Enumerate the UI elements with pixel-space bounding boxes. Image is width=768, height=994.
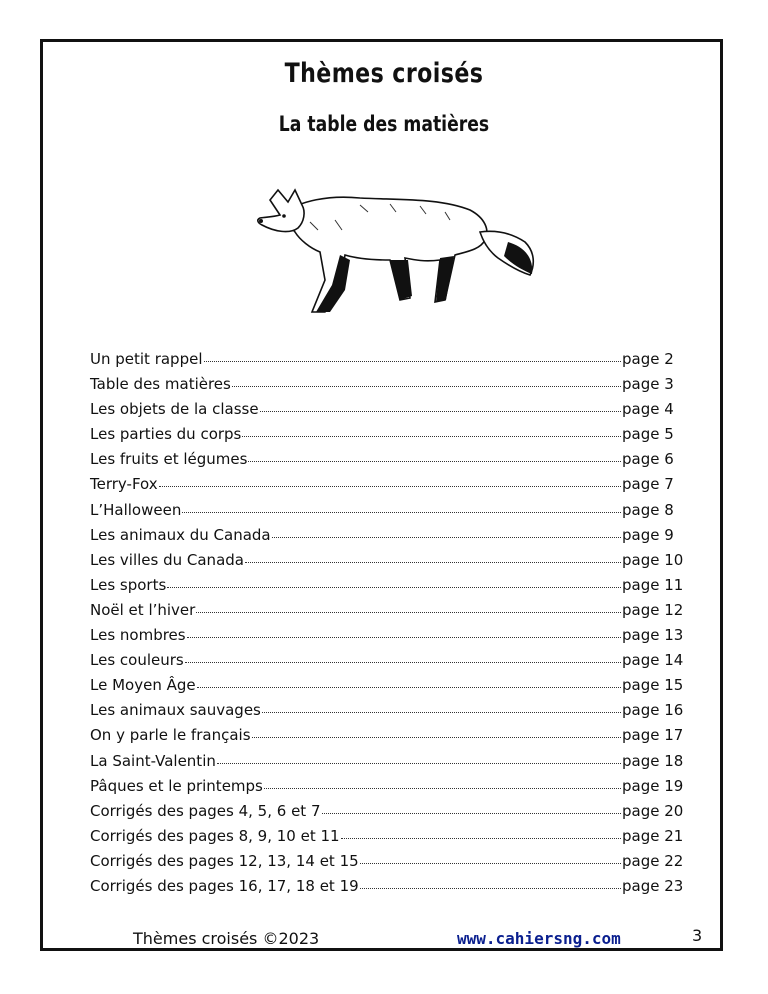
toc-dot-leader <box>182 500 621 515</box>
toc-dot-leader <box>262 700 621 715</box>
toc-row <box>90 575 684 600</box>
toc-row <box>90 374 680 399</box>
toc-page: page 11 <box>622 575 684 594</box>
toc-title: Les couleurs <box>90 651 184 670</box>
toc-row <box>90 650 684 675</box>
toc-dot-leader <box>322 801 622 816</box>
toc-dot-leader <box>341 826 621 841</box>
toc-row <box>90 500 680 525</box>
toc-dot-leader <box>242 424 621 439</box>
footer-url-link[interactable]: www.cahiersng.com <box>457 929 621 948</box>
fox-illustration <box>240 160 540 320</box>
toc-row <box>90 399 680 424</box>
toc-page: page 23 <box>622 876 684 895</box>
toc-title: Corrigés des pages 8, 9, 10 et 11 <box>90 826 340 845</box>
toc-title: Corrigés des pages 12, 13, 14 et 15 <box>90 851 359 870</box>
toc-dot-leader <box>252 725 621 740</box>
toc-page: page 18 <box>622 751 684 770</box>
page-number: 3 <box>692 926 703 945</box>
toc-row <box>90 700 684 725</box>
table-of-contents <box>90 349 684 901</box>
toc-page: page 5 <box>622 425 674 444</box>
toc-title: Terry-Fox <box>90 475 158 494</box>
toc-page: page 6 <box>622 450 674 469</box>
toc-row <box>90 449 680 474</box>
toc-page: page 19 <box>622 776 684 795</box>
page-title: Thèmes croisés <box>284 58 484 89</box>
toc-dot-leader <box>245 550 621 565</box>
toc-page: page 8 <box>622 500 674 519</box>
toc-page: page 20 <box>622 801 684 820</box>
toc-page: page 10 <box>622 550 684 569</box>
toc-dot-leader <box>260 399 621 414</box>
toc-title: Les parties du corps <box>90 425 242 444</box>
toc-row <box>90 876 684 901</box>
toc-row <box>90 801 684 826</box>
toc-page: page 9 <box>622 525 674 544</box>
page-subtitle: La table des matières <box>278 112 490 136</box>
toc-dot-leader <box>197 675 621 690</box>
toc-page: page 17 <box>622 726 684 745</box>
toc-title: Noël et l’hiver <box>90 600 196 619</box>
toc-row <box>90 424 680 449</box>
toc-page: page 16 <box>622 701 684 720</box>
toc-title: La Saint-Valentin <box>90 751 216 770</box>
toc-page: page 12 <box>622 600 684 619</box>
toc-title: Les fruits et légumes <box>90 450 248 469</box>
toc-page: page 21 <box>622 826 684 845</box>
toc-page: page 3 <box>622 375 674 394</box>
toc-title: Corrigés des pages 4, 5, 6 et 7 <box>90 801 321 820</box>
toc-page: page 7 <box>622 475 674 494</box>
toc-title: Corrigés des pages 16, 17, 18 et 19 <box>90 876 359 895</box>
toc-title: Les animaux sauvages <box>90 701 261 720</box>
toc-title: Les objets de la classe <box>90 400 259 419</box>
toc-page: page 2 <box>622 350 674 368</box>
toc-dot-leader <box>159 474 621 489</box>
toc-row <box>90 525 680 550</box>
toc-title: Le Moyen Âge <box>90 676 196 695</box>
toc-page: page 4 <box>622 400 674 419</box>
toc-row <box>90 826 684 851</box>
toc-page: page 14 <box>622 651 684 670</box>
toc-dot-leader <box>360 851 621 866</box>
toc-page: page 15 <box>622 676 684 695</box>
toc-title: Les sports <box>90 575 167 594</box>
toc-dot-leader <box>272 525 621 540</box>
toc-row <box>90 600 684 625</box>
toc-title: Un petit rappel <box>90 350 203 368</box>
toc-title: Table des matières <box>90 375 231 394</box>
toc-row <box>90 675 684 700</box>
toc-page: page 22 <box>622 851 684 870</box>
toc-dot-leader <box>232 374 621 389</box>
toc-dot-leader <box>167 575 621 590</box>
footer-copyright: Thèmes croisés ©2023 <box>133 929 320 948</box>
toc-row <box>90 349 680 374</box>
toc-title: On y parle le français <box>90 726 251 745</box>
toc-dot-leader <box>185 650 621 665</box>
toc-title: L’Halloween <box>90 500 182 519</box>
toc-row <box>90 751 684 776</box>
toc-row <box>90 776 684 801</box>
toc-dot-leader <box>204 349 622 364</box>
toc-dot-leader <box>187 625 621 640</box>
toc-row <box>90 725 684 750</box>
toc-row <box>90 550 684 575</box>
toc-title: Les villes du Canada <box>90 550 244 569</box>
toc-dot-leader <box>196 600 621 615</box>
toc-dot-leader <box>248 449 621 464</box>
toc-row <box>90 625 684 650</box>
toc-dot-leader <box>217 751 621 766</box>
toc-title: Les nombres <box>90 626 186 645</box>
toc-page: page 13 <box>622 626 684 645</box>
toc-dot-leader <box>360 876 621 891</box>
toc-title: Les animaux du Canada <box>90 525 271 544</box>
toc-row <box>90 851 684 876</box>
toc-row <box>90 474 680 499</box>
toc-dot-leader <box>264 776 621 791</box>
toc-title: Pâques et le printemps <box>90 776 263 795</box>
